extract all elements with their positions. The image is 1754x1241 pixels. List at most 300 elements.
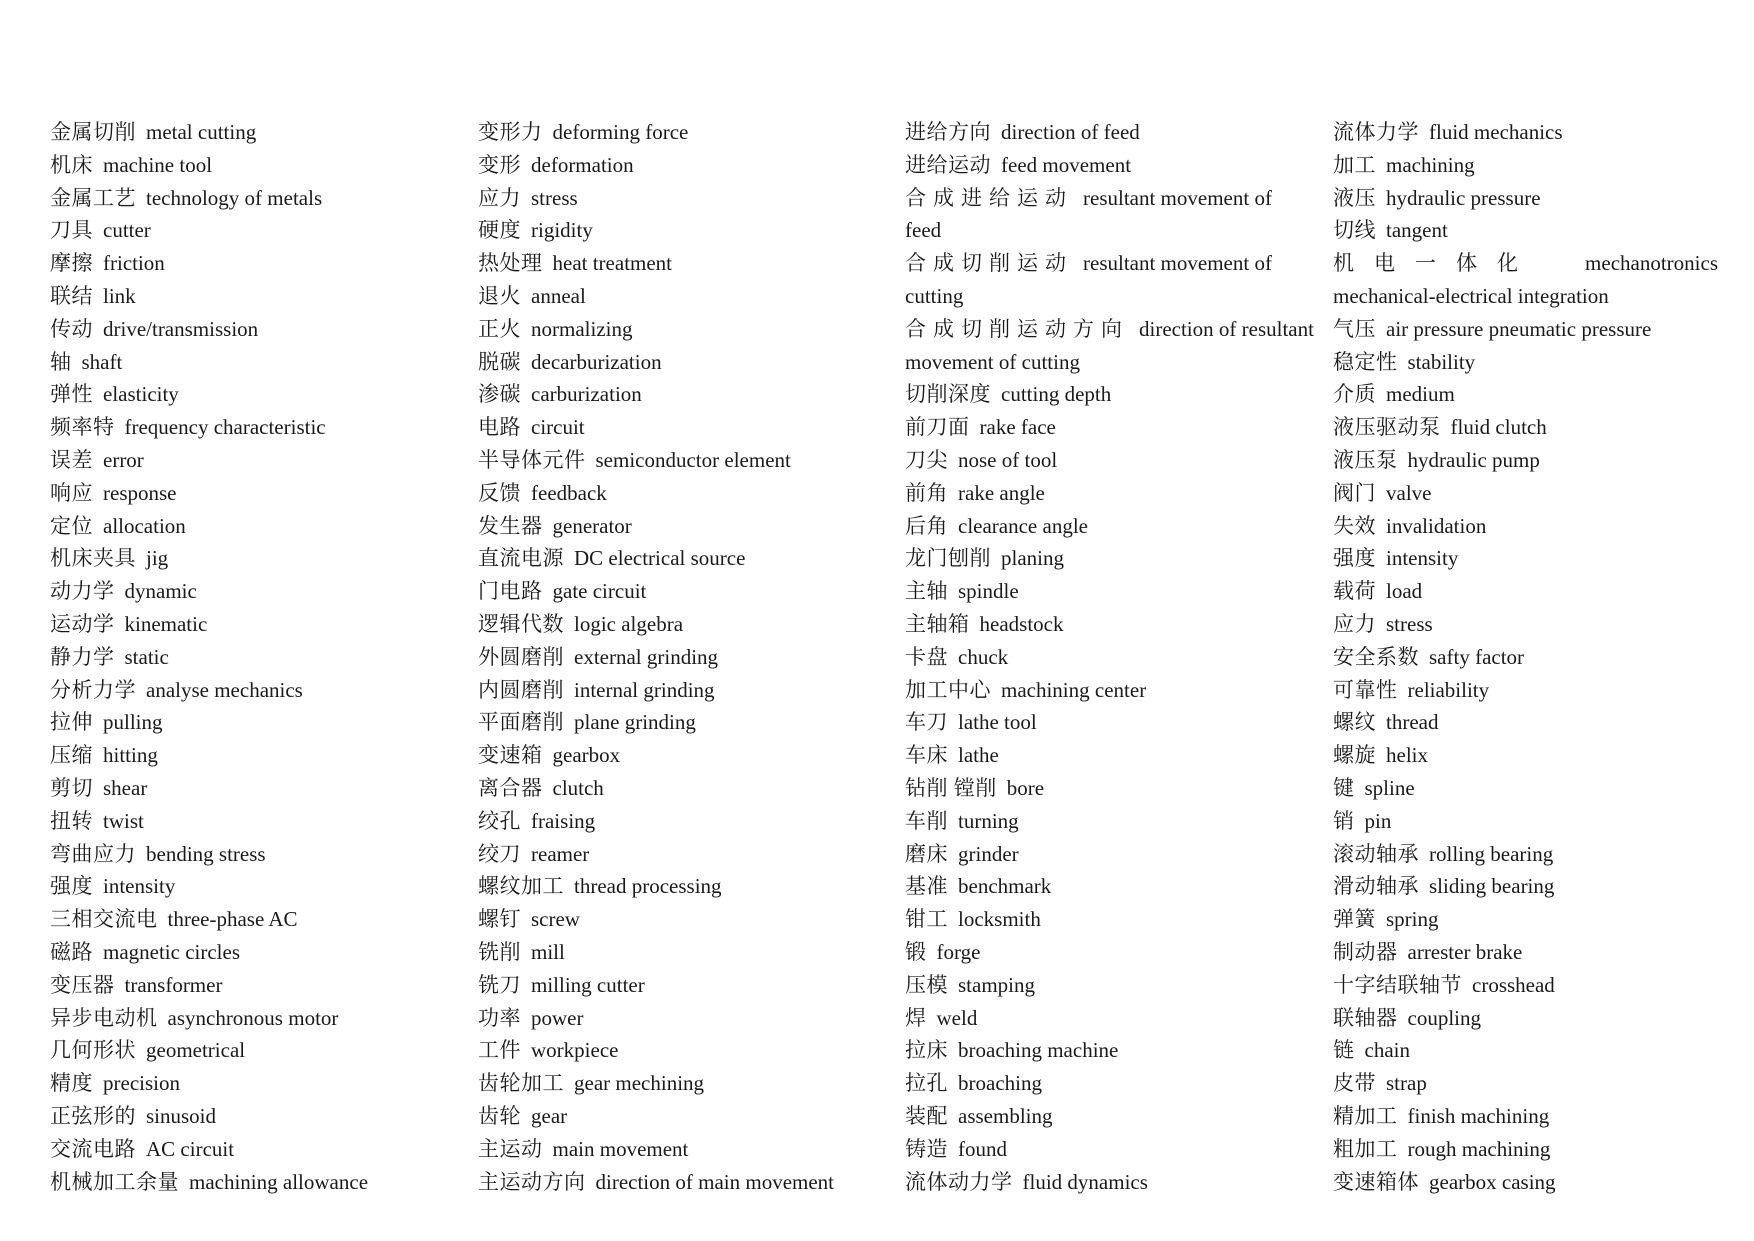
term-chinese: 定位 xyxy=(50,513,93,538)
glossary-entry xyxy=(905,739,1295,772)
term-chinese: 磨床 xyxy=(905,841,948,866)
glossary-entry xyxy=(905,1100,1295,1133)
glossary-entry xyxy=(905,838,1295,871)
term-chinese: 弹簧 xyxy=(1333,907,1376,932)
glossary-entry xyxy=(478,1166,868,1199)
term-chinese: 正火 xyxy=(478,316,521,341)
term-english: lathe xyxy=(958,743,999,768)
term-chinese: 外圆磨削 xyxy=(478,644,564,669)
term-chinese: 动力学 xyxy=(50,579,115,604)
term-english: reamer xyxy=(531,841,590,866)
term-chinese: 压缩 xyxy=(50,743,93,768)
term-english: finish machining xyxy=(1407,1103,1550,1128)
term-english: lathe tool xyxy=(958,710,1037,735)
glossary-entry xyxy=(50,739,440,772)
glossary-entry xyxy=(478,1067,868,1100)
glossary-entry xyxy=(50,641,440,674)
glossary-entry xyxy=(50,247,440,280)
term-chinese: 基准 xyxy=(905,874,948,899)
term-english: error xyxy=(103,447,144,472)
term-chinese: 拉伸 xyxy=(50,710,93,735)
glossary-entry xyxy=(1333,1166,1733,1199)
term-chinese: 锻 xyxy=(905,939,927,964)
glossary-entry xyxy=(478,969,868,1002)
glossary-entry xyxy=(478,641,868,674)
term-english: rake face xyxy=(979,415,1056,440)
term-english: deforming force xyxy=(552,120,689,144)
glossary-entry xyxy=(905,1002,1295,1035)
term-english: gear mechining xyxy=(574,1071,705,1096)
term-chinese: 传动 xyxy=(50,316,93,341)
term-chinese: 机械加工余量 xyxy=(50,1169,179,1194)
glossary-entry xyxy=(50,870,440,903)
term-chinese: 弯曲应力 xyxy=(50,841,136,866)
term-chinese: 渗碳 xyxy=(478,382,521,407)
term-chinese: 变速箱 xyxy=(478,743,543,768)
glossary-entry xyxy=(50,1166,440,1199)
glossary-entry xyxy=(1333,1100,1733,1133)
glossary-entry xyxy=(478,280,868,313)
term-chinese: 焊 xyxy=(905,1005,927,1030)
term-english: spring xyxy=(1386,907,1439,932)
term-english: rough machining xyxy=(1407,1136,1551,1161)
term-english: valve xyxy=(1386,480,1432,505)
glossary-entry xyxy=(1333,1067,1733,1100)
term-chinese: 变形 xyxy=(478,152,521,177)
glossary-entry xyxy=(50,313,440,346)
glossary-entry xyxy=(478,772,868,805)
glossary-entry xyxy=(50,772,440,805)
glossary-entry xyxy=(905,247,1295,280)
glossary-entry xyxy=(1333,772,1733,805)
glossary-entry xyxy=(478,510,868,543)
glossary-entry xyxy=(50,969,440,1002)
term-english: fluid mechanics xyxy=(1429,120,1563,144)
term-english: logic algebra xyxy=(574,611,684,636)
term-english: weld xyxy=(936,1005,978,1030)
term-chinese: 机床 xyxy=(50,152,93,177)
term-english: sliding bearing xyxy=(1429,874,1555,899)
glossary-entry xyxy=(478,477,868,510)
term-english: cutting depth xyxy=(1001,382,1112,407)
term-chinese: 螺旋 xyxy=(1333,743,1376,768)
term-english: generator xyxy=(552,513,632,538)
term-chinese: 钻削 镗削 xyxy=(905,775,997,800)
term-chinese: 功率 xyxy=(478,1005,521,1030)
glossary-entry xyxy=(478,870,868,903)
glossary-entry xyxy=(905,641,1295,674)
glossary-column-2 xyxy=(478,116,868,1198)
glossary-entry xyxy=(478,346,868,379)
term-english: sinusoid xyxy=(146,1103,217,1128)
term-chinese: 分析力学 xyxy=(50,677,136,702)
term-english: carburization xyxy=(531,382,642,407)
term-chinese: 变形力 xyxy=(478,120,543,144)
glossary-entry xyxy=(50,214,440,247)
term-english: pulling xyxy=(103,710,163,735)
term-chinese: 直流电源 xyxy=(478,546,564,571)
term-chinese: 失效 xyxy=(1333,513,1376,538)
term-chinese: 链 xyxy=(1333,1038,1355,1063)
term-english: thread xyxy=(1386,710,1439,735)
term-english: clearance angle xyxy=(958,513,1088,538)
term-chinese: 流体动力学 xyxy=(905,1169,1013,1194)
term-english: main movement xyxy=(552,1136,689,1161)
term-chinese: 反馈 xyxy=(478,480,521,505)
glossary-entry xyxy=(478,411,868,444)
term-chinese: 液压泵 xyxy=(1333,447,1398,472)
glossary-entry xyxy=(50,1133,440,1166)
glossary-entry xyxy=(478,1133,868,1166)
term-english: bore xyxy=(1006,775,1045,800)
term-chinese: 误差 xyxy=(50,447,93,472)
term-chinese: 阀门 xyxy=(1333,480,1376,505)
term-chinese: 异步电动机 xyxy=(50,1005,158,1030)
term-english: intensity xyxy=(103,874,176,899)
glossary-entry xyxy=(905,772,1295,805)
term-english: AC circuit xyxy=(146,1136,235,1161)
glossary-entry xyxy=(905,510,1295,543)
term-english: analyse mechanics xyxy=(146,677,303,702)
term-english: machining allowance xyxy=(189,1169,369,1194)
glossary-entry xyxy=(905,936,1295,969)
glossary-entry xyxy=(905,378,1295,411)
term-english: rigidity xyxy=(531,218,593,243)
term-english: direction of feed xyxy=(1001,120,1140,144)
term-english: crosshead xyxy=(1472,972,1555,997)
glossary-entry xyxy=(478,1002,868,1035)
glossary-entry xyxy=(905,477,1295,510)
term-english: mill xyxy=(531,939,565,964)
term-english: machine tool xyxy=(103,152,213,177)
glossary-entry xyxy=(478,936,868,969)
glossary-entry xyxy=(50,182,440,215)
term-chinese: 正弦形的 xyxy=(50,1103,136,1128)
glossary-entry xyxy=(478,247,868,280)
term-chinese: 逻辑代数 xyxy=(478,611,564,636)
term-chinese: 前刀面 xyxy=(905,415,970,440)
term-english: drive/transmission xyxy=(103,316,259,341)
glossary-entry xyxy=(905,903,1295,936)
glossary-entry xyxy=(905,870,1295,903)
term-english: coupling xyxy=(1407,1005,1481,1030)
glossary-entry xyxy=(50,444,440,477)
term-chinese: 进给运动 xyxy=(905,152,991,177)
term-chinese: 滑动轴承 xyxy=(1333,874,1419,899)
glossary-entry xyxy=(50,903,440,936)
term-chinese: 加工中心 xyxy=(905,677,991,702)
term-english: decarburization xyxy=(531,349,662,374)
term-english: twist xyxy=(103,808,144,833)
term-chinese: 运动学 xyxy=(50,611,115,636)
term-chinese: 刀具 xyxy=(50,218,93,243)
term-chinese: 压模 xyxy=(905,972,948,997)
term-chinese: 液压 xyxy=(1333,185,1376,210)
term-chinese: 半导体元件 xyxy=(478,447,586,472)
glossary-entry xyxy=(50,149,440,182)
term-english: pin xyxy=(1364,808,1392,833)
term-chinese: 变压器 xyxy=(50,972,115,997)
glossary-entry xyxy=(1333,608,1733,641)
term-english: semiconductor element xyxy=(595,447,791,472)
glossary-entry xyxy=(1333,870,1733,903)
term-chinese: 主运动方向 xyxy=(478,1169,586,1194)
glossary-entry xyxy=(50,411,440,444)
term-english-continuation: feed xyxy=(905,218,942,243)
term-chinese: 绞孔 xyxy=(478,808,521,833)
term-english: air pressure pneumatic pressure xyxy=(1386,316,1652,341)
term-chinese: 扭转 xyxy=(50,808,93,833)
term-chinese: 后角 xyxy=(905,513,948,538)
glossary-entry xyxy=(50,1034,440,1067)
glossary-entry xyxy=(905,182,1295,215)
term-english: allocation xyxy=(103,513,186,538)
term-english: static xyxy=(124,644,169,669)
term-chinese: 硬度 xyxy=(478,218,521,243)
term-english: heat treatment xyxy=(552,251,673,276)
glossary-entry xyxy=(1333,411,1733,444)
term-chinese: 联轴器 xyxy=(1333,1005,1398,1030)
term-english: fluid dynamics xyxy=(1022,1169,1148,1194)
term-chinese: 精加工 xyxy=(1333,1103,1398,1128)
glossary-entry xyxy=(1333,838,1733,871)
glossary-entry xyxy=(1333,1002,1733,1035)
glossary-entry xyxy=(905,805,1295,838)
glossary-entry xyxy=(905,1034,1295,1067)
term-chinese: 切削深度 xyxy=(905,382,991,407)
glossary-entry xyxy=(1333,247,1718,280)
glossary-entry xyxy=(50,608,440,641)
term-english: geometrical xyxy=(146,1038,246,1063)
term-chinese: 制动器 xyxy=(1333,939,1398,964)
term-english: chain xyxy=(1364,1038,1410,1063)
glossary-entry xyxy=(478,1100,868,1133)
term-english: broaching machine xyxy=(958,1038,1119,1063)
term-chinese: 绞刀 xyxy=(478,841,521,866)
glossary-entry xyxy=(1333,936,1733,969)
glossary-entry xyxy=(478,903,868,936)
glossary-entry xyxy=(50,575,440,608)
glossary-entry xyxy=(50,674,440,707)
term-chinese: 龙门刨削 xyxy=(905,546,991,571)
term-english: rake angle xyxy=(958,480,1045,505)
term-english: jig xyxy=(146,546,169,571)
term-english: magnetic circles xyxy=(103,939,241,964)
term-chinese: 剪切 xyxy=(50,775,93,800)
glossary-entry xyxy=(1333,116,1733,149)
term-chinese: 金属工艺 xyxy=(50,185,136,210)
term-english: kinematic xyxy=(124,611,208,636)
term-chinese: 电路 xyxy=(478,415,521,440)
term-english: medium xyxy=(1386,382,1455,407)
term-english: gate circuit xyxy=(552,579,647,604)
term-english: planing xyxy=(1001,546,1064,571)
term-chinese: 齿轮 xyxy=(478,1103,521,1128)
term-english: spline xyxy=(1364,775,1415,800)
term-english: gearbox xyxy=(552,743,621,768)
term-chinese: 主轴箱 xyxy=(905,611,970,636)
term-english: hitting xyxy=(103,743,158,768)
glossary-entry xyxy=(50,936,440,969)
glossary-entry xyxy=(478,838,868,871)
glossary-entry xyxy=(50,280,440,313)
term-chinese: 流体力学 xyxy=(1333,120,1419,144)
term-english: bending stress xyxy=(146,841,266,866)
glossary-entry xyxy=(478,706,868,739)
glossary-entry xyxy=(905,411,1295,444)
glossary-entry xyxy=(478,116,868,149)
term-chinese: 静力学 xyxy=(50,644,115,669)
term-english: nose of tool xyxy=(958,447,1058,472)
term-chinese: 几何形状 xyxy=(50,1038,136,1063)
term-chinese: 销 xyxy=(1333,808,1355,833)
glossary-entry xyxy=(478,313,868,346)
term-chinese: 齿轮加工 xyxy=(478,1071,564,1096)
term-chinese: 拉孔 xyxy=(905,1071,948,1096)
term-chinese: 磁路 xyxy=(50,939,93,964)
term-english: shear xyxy=(103,775,148,800)
term-english: deformation xyxy=(531,152,634,177)
term-english: dynamic xyxy=(124,579,197,604)
glossary-entry xyxy=(1333,805,1733,838)
term-english: technology of metals xyxy=(146,185,323,210)
term-english: locksmith xyxy=(958,907,1041,932)
glossary-entry xyxy=(1333,542,1733,575)
glossary-entry xyxy=(1333,313,1733,346)
glossary-entry xyxy=(478,214,868,247)
glossary-entry xyxy=(478,739,868,772)
term-english: external grinding xyxy=(574,644,719,669)
term-chinese: 合成切削运动方向 xyxy=(905,316,1129,341)
term-chinese: 响应 xyxy=(50,480,93,505)
glossary-entry xyxy=(1333,510,1733,543)
glossary-entry xyxy=(50,346,440,379)
glossary-entry xyxy=(50,378,440,411)
glossary-entry xyxy=(905,608,1295,641)
term-english: three-phase AC xyxy=(167,907,298,932)
term-chinese: 机电一体化 xyxy=(1333,251,1538,276)
term-english: circuit xyxy=(531,415,585,440)
term-chinese: 强度 xyxy=(50,874,93,899)
term-english: benchmark xyxy=(958,874,1052,899)
term-english: resultant movement of xyxy=(1083,251,1272,276)
term-english: stamping xyxy=(958,972,1035,997)
term-english: intensity xyxy=(1386,546,1459,571)
glossary-entry xyxy=(478,182,868,215)
glossary-entry xyxy=(905,116,1295,149)
glossary-entry xyxy=(50,477,440,510)
term-chinese: 加工 xyxy=(1333,152,1376,177)
glossary-entry xyxy=(478,805,868,838)
glossary-entry xyxy=(905,542,1295,575)
term-english: rolling bearing xyxy=(1429,841,1554,866)
term-chinese: 介质 xyxy=(1333,382,1376,407)
glossary-entry xyxy=(1333,378,1733,411)
term-chinese: 离合器 xyxy=(478,775,543,800)
term-chinese: 装配 xyxy=(905,1103,948,1128)
term-chinese: 安全系数 xyxy=(1333,644,1419,669)
term-chinese: 弹性 xyxy=(50,382,93,407)
term-chinese: 退火 xyxy=(478,283,521,308)
term-chinese: 车床 xyxy=(905,743,948,768)
term-chinese: 应力 xyxy=(478,185,521,210)
term-chinese: 应力 xyxy=(1333,611,1376,636)
term-chinese: 气压 xyxy=(1333,316,1376,341)
term-english: screw xyxy=(531,907,580,932)
term-english: fraising xyxy=(531,808,596,833)
term-chinese: 十字结联轴节 xyxy=(1333,972,1462,997)
term-english-continuation: movement of cutting xyxy=(905,349,1080,374)
term-english: assembling xyxy=(958,1103,1053,1128)
glossary-entry xyxy=(478,444,868,477)
term-english-continuation: cutting xyxy=(905,283,964,308)
term-english: feed movement xyxy=(1001,152,1132,177)
term-english: feedback xyxy=(531,480,607,505)
glossary-entry xyxy=(1333,739,1733,772)
term-chinese: 精度 xyxy=(50,1071,93,1096)
term-chinese: 联结 xyxy=(50,283,93,308)
term-english: direction of main movement xyxy=(595,1169,835,1194)
term-english: DC electrical source xyxy=(574,546,746,571)
term-english: spindle xyxy=(958,579,1019,604)
term-english: turning xyxy=(958,808,1019,833)
term-english: asynchronous motor xyxy=(167,1005,339,1030)
glossary-entry xyxy=(1333,182,1733,215)
term-english: gearbox casing xyxy=(1429,1169,1556,1194)
term-chinese: 发生器 xyxy=(478,513,543,538)
term-english: frequency characteristic xyxy=(124,415,326,440)
term-chinese: 皮带 xyxy=(1333,1071,1376,1096)
term-chinese: 车削 xyxy=(905,808,948,833)
term-english: headstock xyxy=(979,611,1064,636)
term-english: shaft xyxy=(81,349,123,374)
term-chinese: 螺纹加工 xyxy=(478,874,564,899)
term-english: hydraulic pump xyxy=(1407,447,1540,472)
term-chinese: 主运动 xyxy=(478,1136,543,1161)
term-chinese: 前角 xyxy=(905,480,948,505)
term-english: found xyxy=(958,1136,1007,1161)
glossary-entry xyxy=(50,805,440,838)
term-english: fluid clutch xyxy=(1450,415,1547,440)
glossary-entry xyxy=(1333,706,1733,739)
glossary-entry xyxy=(905,674,1295,707)
glossary-entry xyxy=(478,1034,868,1067)
term-chinese: 液压驱动泵 xyxy=(1333,415,1441,440)
glossary-entry xyxy=(1333,903,1733,936)
term-chinese: 拉床 xyxy=(905,1038,948,1063)
term-english: response xyxy=(103,480,177,505)
glossary-entry xyxy=(1333,444,1733,477)
term-chinese: 螺纹 xyxy=(1333,710,1376,735)
term-chinese: 键 xyxy=(1333,775,1355,800)
term-chinese: 可靠性 xyxy=(1333,677,1398,702)
term-chinese: 变速箱体 xyxy=(1333,1169,1419,1194)
term-chinese: 铸造 xyxy=(905,1136,948,1161)
glossary-entry xyxy=(905,969,1295,1002)
term-english: transformer xyxy=(124,972,223,997)
glossary-entry xyxy=(1333,346,1733,379)
term-english: hydraulic pressure xyxy=(1386,185,1541,210)
term-english: strap xyxy=(1386,1071,1427,1096)
glossary-entry xyxy=(50,1067,440,1100)
term-english: broaching xyxy=(958,1071,1042,1096)
term-chinese: 合成切削运动 xyxy=(905,251,1073,276)
term-english: arrester brake xyxy=(1407,939,1523,964)
term-english: friction xyxy=(103,251,165,276)
term-english: forge xyxy=(936,939,981,964)
term-english: tangent xyxy=(1386,218,1448,243)
term-chinese: 金属切削 xyxy=(50,120,136,144)
